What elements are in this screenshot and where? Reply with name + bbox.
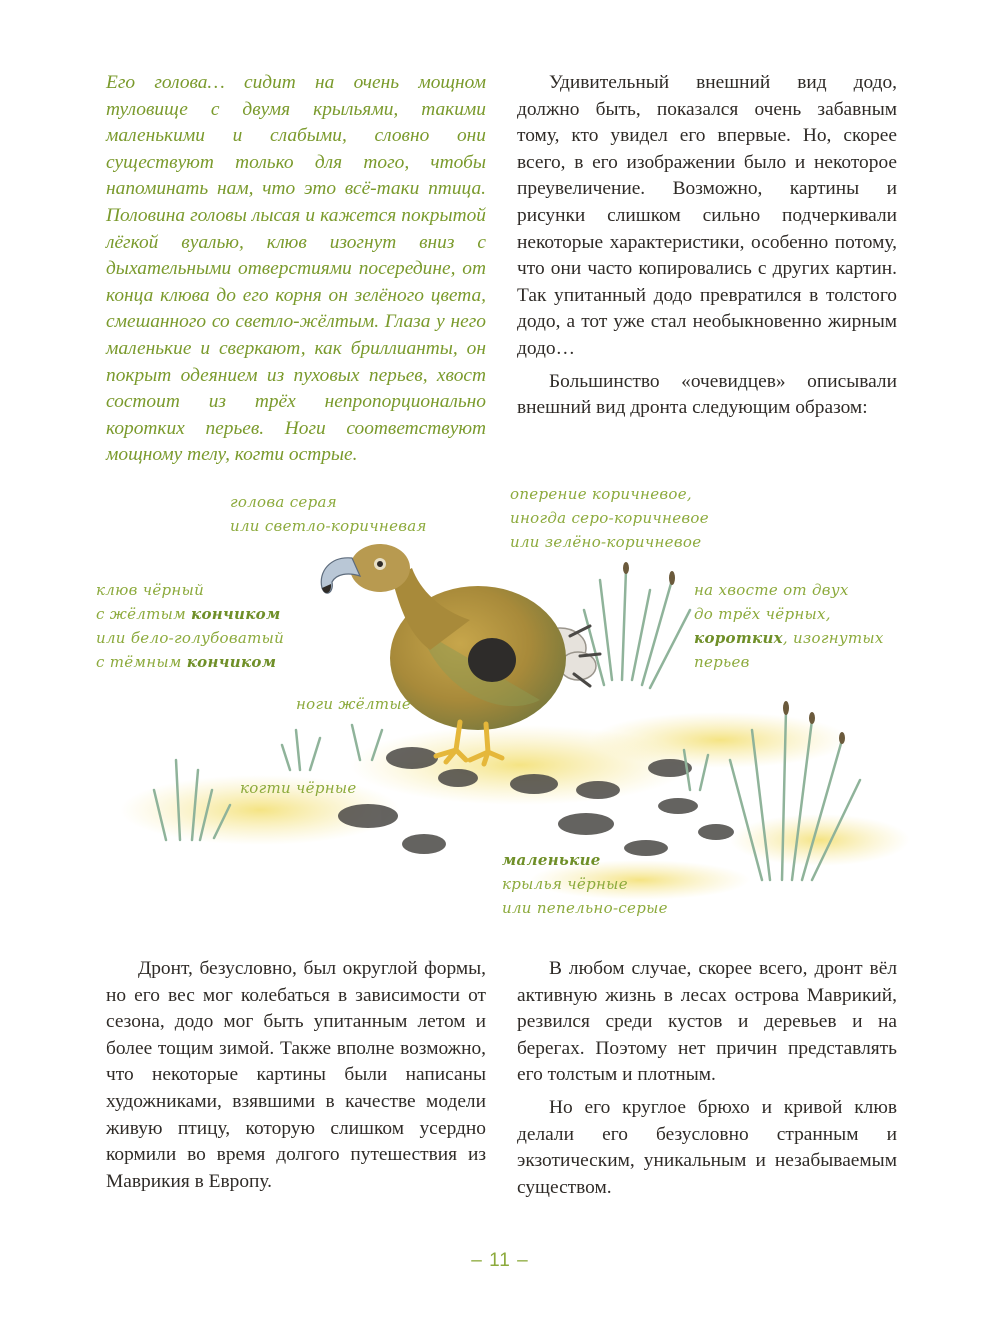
label-line: до трёх чёрных, (694, 605, 831, 623)
bottom-right-column (517, 956, 897, 1201)
paragraph: В любом случае, скорее всего, дронт вёл активную жизнь в лесах острова Маврикий, резвился среди кустов и деревьев и на берегах. Поэтому нет причин представлять его толстым и плотным. (517, 958, 897, 1086)
label-line: крылья чёрные (502, 875, 628, 893)
label-line (96, 650, 284, 674)
paragraph: Но его круглое брюхо и кривой клюв делали его безусловно странным и экзотическим, уникальным и незабываемым существом. (517, 1096, 897, 1198)
dodo-illustration (0, 460, 1000, 920)
bottom-left-column (106, 956, 486, 1195)
dodo-watercolor-image (0, 460, 1000, 920)
page-number: – 11 – (471, 1250, 529, 1271)
label-line (694, 626, 884, 650)
label-line: или бело-голубоватый (96, 629, 285, 647)
label-emphasis: маленькие (502, 851, 601, 869)
label-line: или зелёно-коричневое (510, 533, 702, 551)
label-line: или светло-коричневая (230, 517, 427, 535)
label-text: с тёмным (96, 653, 187, 671)
label-plumage (510, 482, 709, 554)
label-emphasis: кончиком (191, 605, 281, 623)
top-right-column (517, 70, 897, 422)
dodo-description-quote: Его голова… сидит на очень мощном туловище с двумя крыльями, такими маленькими и слабыми, словно они существуют только для того, чтобы напоминать нам, что это всё-таки птица. Половина головы лысая и кажется покрытой лёгкой вуалью, клюв изогнут вниз с дыхательными отверстиями посередине, от конца клюва до его корня он зелёного цвета, смешанного со светло-жёлтым. Глаза у него маленькие и сверкают, как бриллианты, он покрыт одеянием из пуховых перьев, хвост состоит из трёх непропорционально коротких перьев. Ноги соответствуют мощному телу, когти острые. (106, 72, 486, 466)
label-text: с жёлтым (96, 605, 191, 623)
label-line: или пепельно-серые (502, 899, 668, 917)
label-line: оперение коричневое, (510, 485, 692, 503)
label-line: иногда серо-коричневое (510, 509, 709, 527)
paragraph: Дронт, безусловно, был округлой формы, но его вес мог колебаться в зависимости от сезона, додо мог быть упитанным летом и более тощим зимой. Также вполне возможно, что некоторые картины были написаны художниками, взявшими в качестве модели живую птицу, которую слишком усердно кормили во время долгого путешествия из Маврикия в Европу. (106, 958, 486, 1192)
label-line (96, 602, 284, 626)
paragraph: Большинство «очевидцев» описывали внешний вид дронта следующим образом: (517, 370, 897, 419)
paragraph: Удивительный внешний вид додо, должно быть, показался очень забавным тому, кто увидел его впервые. Но, скорее всего, в его изображении было и некоторое преувеличение. Возможно, картины и рисунки слишком сильно подчеркивали некоторые характеристики, особенно потому, что они часто копировались с других картин. Так упитанный додо превратился в толстого додо, а тот уже стал необыкновенно жирным додо… (517, 72, 897, 359)
label-emphasis: кончиком (186, 653, 277, 671)
label-line: голова серая (230, 493, 337, 511)
label-wings (502, 848, 668, 920)
label-emphasis: коротких (694, 629, 783, 647)
label-text: , изогнутых (782, 629, 884, 647)
label-line: перьев (694, 653, 750, 671)
label-beak (96, 578, 284, 674)
label-line: на хвосте от двух (694, 581, 849, 599)
label-claws: когти чёрные (240, 779, 357, 797)
label-tail (694, 578, 884, 674)
label-line: клюв чёрный (96, 581, 205, 599)
label-line (502, 848, 668, 872)
label-head (230, 490, 427, 538)
label-legs: ноги жёлтые (296, 695, 412, 713)
